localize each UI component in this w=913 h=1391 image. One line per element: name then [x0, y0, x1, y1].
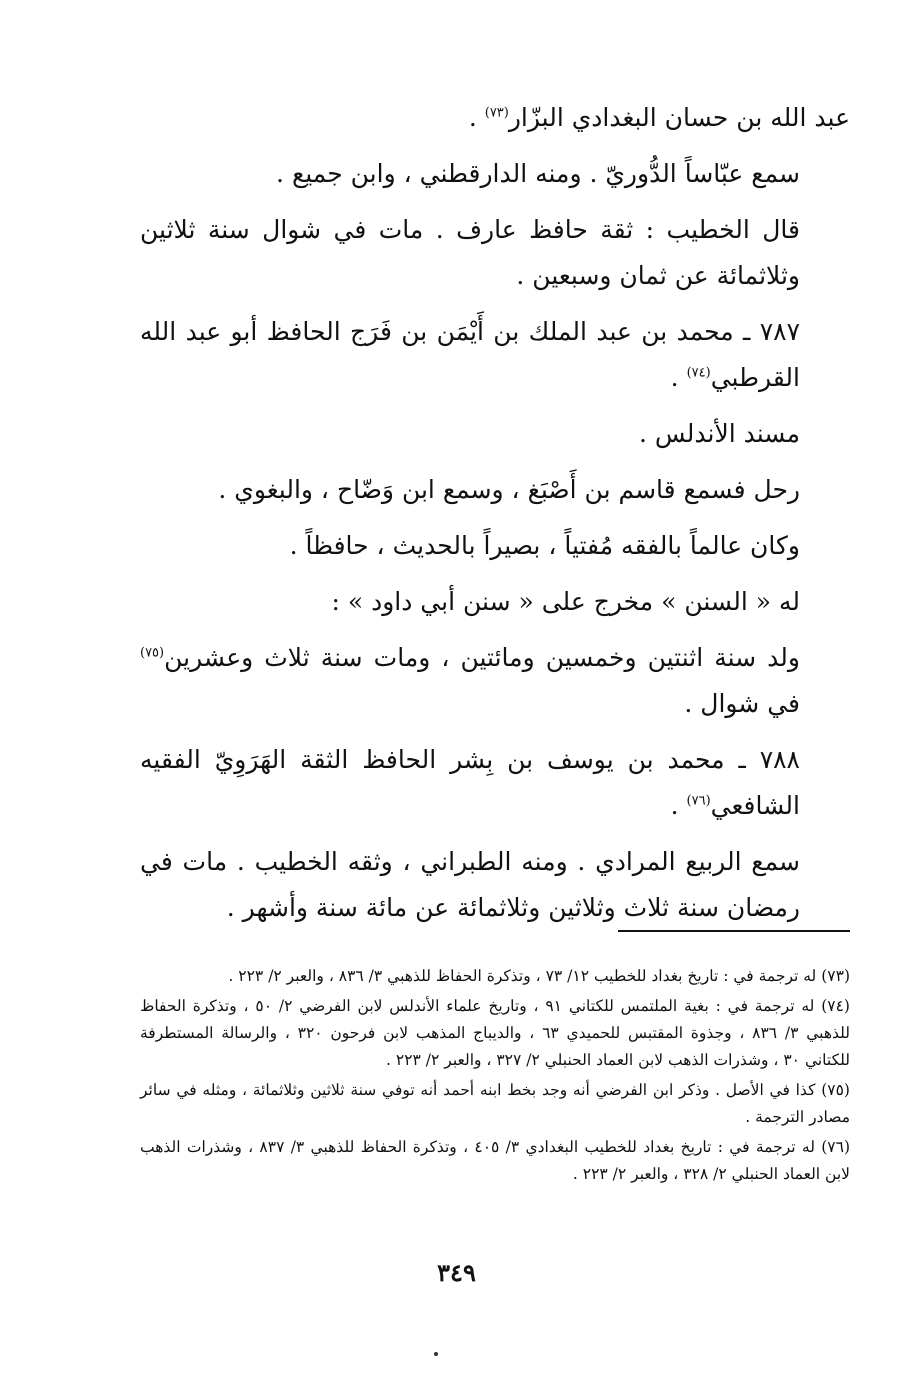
footnote: [140, 963, 850, 990]
paragraph-text: ٧٨٧ ـ محمد بن عبد الملك بن أَيْمَن بن فَرَج الحافظ أبو عبد الله القرطبي: [140, 317, 801, 392]
paragraph-text: وكان عالماً بالفقه مُفتياً ، بصيراً بالحديث ، حافظاً .: [289, 531, 800, 560]
footnote: [140, 1134, 850, 1188]
paragraph: [140, 579, 850, 625]
paragraph-tail: في شوال .: [684, 689, 800, 718]
paragraph-text: ولد سنة اثنتين وخمسين ومائتين ، ومات سنة ثلاث وعشرين: [164, 643, 800, 672]
page-number: ٣٤٩: [437, 1258, 476, 1287]
paragraph-text: مسند الأندلس .: [639, 419, 800, 448]
footnote-ref: (٧٥): [140, 645, 165, 661]
paragraph-tail: .: [670, 363, 687, 392]
footnote-text: كذا في الأصل . وذكر ابن الفرضي أنه وجد بخط ابنه أحمد أنه توفي سنة ثلاثين وثلاثمائة ، ومثله في سائر مصادر الترجمة .: [140, 1081, 850, 1126]
entry-heading: [140, 737, 850, 829]
footnotes: [140, 963, 850, 1191]
footnote-number: (٧٣): [821, 967, 850, 985]
footnote-ref: (٧٤): [686, 365, 711, 381]
paragraph-text: سمع الربيع المرادي . ومنه الطبراني ، وثقه الخطيب . مات في رمضان سنة ثلاث وثلاثين وثلاثمائة عن مائة سنة وأشهر .: [140, 847, 800, 922]
paragraph: [140, 411, 850, 457]
paragraph-text: عبد الله بن حسان البغدادي البزّار: [508, 103, 850, 132]
footnote-number: (٧٦): [821, 1138, 850, 1156]
paragraph: [140, 95, 850, 141]
paragraph: [140, 207, 850, 299]
footnote-ref: (٧٦): [686, 793, 711, 809]
footnote: [140, 1077, 850, 1131]
entry-heading: [140, 309, 850, 401]
footnote-divider: [618, 930, 850, 932]
footnote: [140, 993, 850, 1074]
paragraph: [140, 635, 850, 727]
paragraph: [140, 467, 850, 513]
paragraph-text: ٧٨٨ ـ محمد بن يوسف بن بِشر الحافظ الثقة الهَرَوِيّ الفقيه الشافعي: [140, 745, 800, 820]
paragraph: [140, 151, 850, 197]
paragraph: [140, 839, 850, 931]
footnote-text: له ترجمة في : تاريخ بغداد للخطيب البغدادي ٣/ ٤٠٥ ، وتذكرة الحفاظ للذهبي ٣/ ٨٣٧ ، وشذرات الذهب لابن العماد الحنبلي ٢/ ٣٢٨ ، والعبر ٢/ ٢٢٣ .: [140, 1138, 850, 1183]
paragraph-text: له « السنن » مخرج على « سنن أبي داود » :: [331, 587, 800, 616]
ink-speck: [434, 1352, 438, 1356]
main-text: [140, 95, 850, 941]
paragraph-tail: .: [670, 791, 687, 820]
paragraph-tail: .: [468, 103, 485, 132]
footnote-text: له ترجمة في : بغية الملتمس للكتاني ٩١ ، وتاريخ علماء الأندلس لابن الفرضي ٢/ ٥٠ ، وتذكرة الحفاظ للذهبي ٣/ ٨٣٦ ، وجذوة المقتبس للحميدي ٦٣ ، والديباج المذهب لابن فرحون ٣٢٠ ، والرسالة المستطرفة للكتاني ٣٠ ، وشذرات الذهب لابن العماد الحنبلي ٢/ ٣٢٧ ، والعبر ٢/ ٢٢٣ .: [140, 997, 851, 1069]
paragraph-text: قال الخطيب : ثقة حافظ عارف . مات في شوال سنة ثلاثين وثلاثمائة عن ثمان وسبعين .: [140, 215, 800, 290]
footnote-text: له ترجمة في : تاريخ بغداد للخطيب ١٢/ ٧٣ ، وتذكرة الحفاظ للذهبي ٣/ ٨٣٦ ، والعبر ٢/ ٢٢٣ .: [228, 967, 817, 985]
footnote-number: (٧٤): [821, 997, 850, 1015]
paragraph: [140, 523, 850, 569]
footnote-number: (٧٥): [821, 1081, 850, 1099]
paragraph-text: سمع عبّاساً الدُّوريّ . ومنه الدارقطني ، وابن جميع .: [276, 159, 800, 188]
footnote-ref: (٧٣): [484, 105, 509, 121]
paragraph-text: رحل فسمع قاسم بن أَصْبَغ ، وسمع ابن وَضّاح ، والبغوي .: [218, 475, 800, 504]
